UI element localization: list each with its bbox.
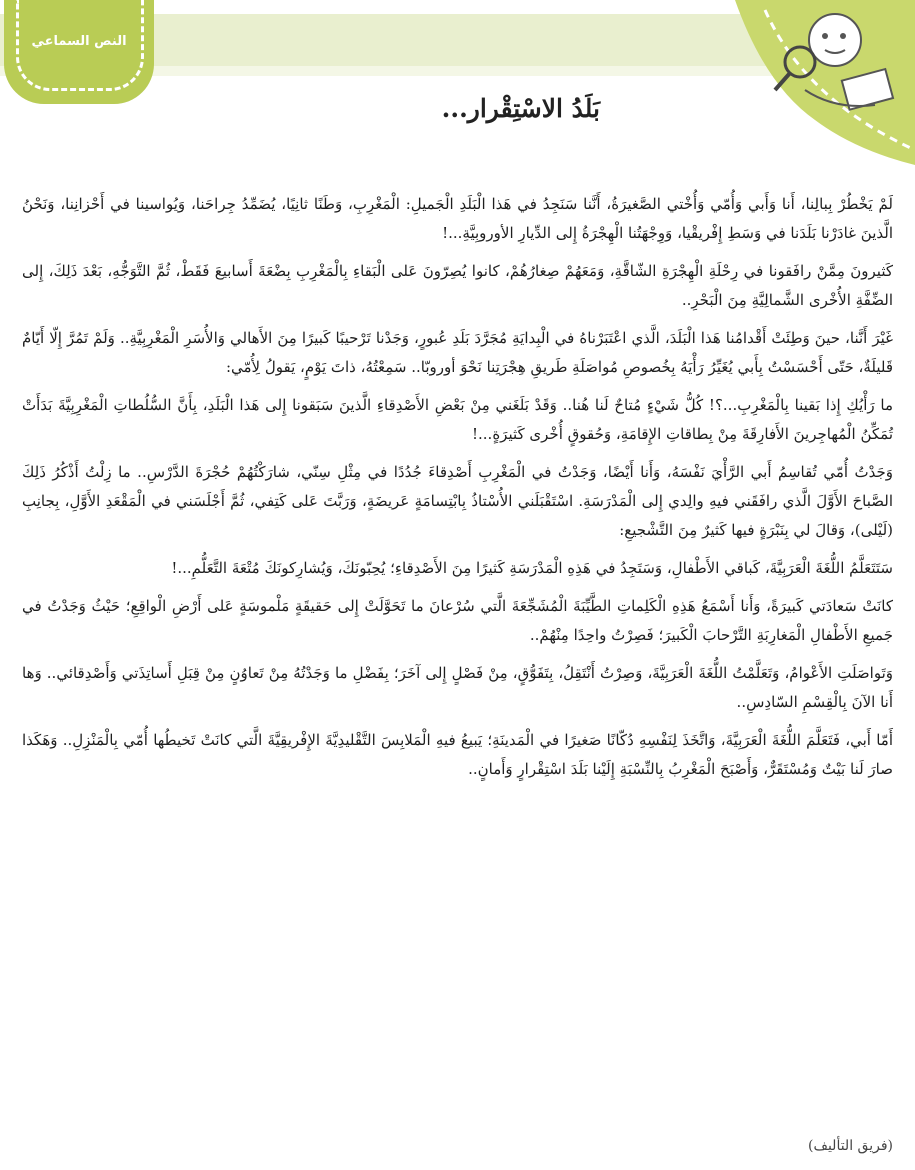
paragraph: لَمْ يَخْطُرْ بِبالِنا، أَنا وَأَبي وَأُمّي وَأُخْتي الصَّغيرَةُ، أَنَّنا سَنَجِدُ في هَذا الْبَلَدِ الْجَميلِ: الْمَغْرِبِ، وَطَنًا ثانِيًا، يُضَمِّدُ جِراحَنا، وَيُواسينا في أَحْزانِنا، وَنَحْنُ الَّذينَ غادَرْنا بَلَدَنا في وَسَطِ إِفْريقْيا، وَوِجْهَتُنا الْهِجْرَةُ إِلى الدِّيارِ الأوروبِيَّةِ...! (22, 195, 893, 242)
paragraph: سَتَتَعَلَّمُ اللُّغَةَ الْعَرَبِيَّةَ، كَباقي الأَطْفالِ، وَسَتَجِدُ في هَذِهِ الْمَدْرَسَةِ كَثيرًا مِنَ الأَصْدِقاءِ؛ يُحِبّونَكَ، وَيُشارِكونَكَ مُتْعَةَ التَّعَلُّمِ...! (171, 559, 893, 577)
paragraph: وَتَواصَلَتِ الأَعْوامُ، وَتَعَلَّمْتُ اللُّغَةَ الْعَرَبِيَّةَ، وَصِرْتُ أَنْتَقِلُ، بِتَفَوُّقٍ، مِنْ فَصْلٍ إِلى آخَرَ؛ بِفَضْلِ ما وَجَدْتُهُ مِنْ تَعاوُنٍ مِنْ قِبَلِ أَساتِذَتي وَأَصْدِقائي.. وَها أَنا الآنَ بِالْقِسْمِ السّادِسِ.. (22, 664, 893, 711)
paragraph: كانَتْ سَعادَتي كَبيرَةً، وَأَنا أَسْمَعُ هَذِهِ الْكَلِماتِ الطَّيِّبَةَ الْمُشَجِّعَةَ الَّتي سُرْعانَ ما تَحَوَّلَتْ إِلى حَقيقَةٍ مَلْموسَةٍ عَلى أَرْضِ الْواقِعِ؛ حَيْثُ وَجَدْتُ في جَميعِ الأَطْفالِ الْمَغارِبَةِ التَّرْحابَ الْكَبيرَ؛ فَصِرْتُ واحِدًا مِنْهُمْ.. (22, 597, 893, 644)
badge-label: النص السماعي (31, 34, 127, 49)
paragraph: وَجَدْتُ أُمّي تُقاسِمُ أَبي الرَّأْيَ نَفْسَهُ، وَأَنا أَيْضًا، وَجَدْتُ في الْمَغْرِبِ أَصْدِقاءَ جُدُدًا في مِثْلِ سِنّي، شارَكْتُهُمْ حُجْرَةَ الدَّرْسِ.. ما زِلْتُ أَذْكُرُ ذَلِكَ الصَّباحَ الأَوَّلَ الَّذي رافَقَني فيهِ والِدي إِلى الْمَدْرَسَةِ. اسْتَقْبَلَني الأُسْتاذُ بِابْتِسامَةٍ عَريضَةٍ، وَرَبَّتَ عَلى كَتِفي، ثُمَّ أَجْلَسَني في الْمَقْعَدِ الأَوَّلِ، بِجانِبِ (لَيْلى)، وَقالَ لي بِنَبْرَةٍ فيها كَثيرٌ مِنَ التَّشْجيعِ: (22, 463, 893, 539)
paragraph: أَمّا أَبي، فَتَعَلَّمَ اللُّغَةَ الْعَرَبِيَّةَ، وَاتَّخَذَ لِنَفْسِهِ دُكّانًا صَغيرًا في الْمَدينَةِ؛ يَبيعُ فيهِ الْمَلابِسَ التَّقْليدِيَّةَ الإِفْريقِيَّةَ الَّتي كانَتْ تَخيطُها أُمّي بِالْمَنْزِلِ.. وَهَكَذا صارَ لَنا بَيْتٌ وَمُسْتَقَرٌّ، وَأَصْبَحَ الْمَغْرِبُ بِالنِّسْبَةِ إِلَيْنا بَلَدَ اسْتِقْرارٍ وَأَمانٍ.. (22, 731, 893, 778)
author-credit: (فريق التأليف) (808, 1138, 893, 1154)
paragraph: كَثيرونَ مِمَّنْ رافَقونا في رِحْلَةِ الْهِجْرَةِ الشّاقَّةِ، وَمَعَهُمْ صِغارُهُمْ، كانوا يُصِرّونَ عَلى الْبَقاءِ بِالْمَغْرِبِ بِضْعَةَ أَسابيعَ فَقَطْ، ثُمَّ التَّوَجُّهِ، بَعْدَ ذَلِكَ، إِلى الضِّفَّةِ الأُخْرى الشَّمالِيَّةِ مِنَ الْبَحْرِ.. (22, 262, 893, 309)
section-badge (4, 0, 154, 104)
page-title: بَلَدُ الاسْتِقْرار... (441, 94, 600, 123)
paragraph: غَيْرَ أَنَّنا، حينَ وَطِئَتْ أَقْدامُنا هَذا الْبَلَدَ، الَّذي اعْتَبَرْناهُ في الْبِدايَةِ مُجَرَّدَ بَلَدِ عُبورٍ، وَجَدْنا تَرْحيبًا كَبيرًا مِنَ الأَهالي وَالأُسَرِ الْمَغْرِبِيَّةِ.. وَلَمْ تَمُرَّ إِلّا أَيّامٌ قَليلَةٌ، حَتّى أَحْسَسْتُ بِأَبي يُغَيِّرُ رَأْيَهُ بِخُصوصِ مُواصَلَةِ طَريقِ هِجْرَتِنا نَحْوَ أوروبّا.. سَمِعْتُهُ، ذاتَ يَوْمٍ، يَقولُ لِأُمّي: (22, 329, 893, 376)
reading-child-illustration-icon (705, 0, 915, 165)
paragraph: ما رَأْيُكِ إِذا بَقينا بِالْمَغْرِبِ...؟! كُلُّ شَيْءٍ مُتاحٌ لَنا هُنا.. وَقَدْ بَلَغَني مِنْ بَعْضِ الأَصْدِقاءِ الَّذينَ سَبَقونا إِلى هَذا الْبَلَدِ، بِأَنَّ السُّلُطاتِ الْمَغْرِبِيَّةَ بَدَأَتْ تُمَكِّنُ الْمُهاجِرينَ الأَفارِقَةَ مِنْ بِطاقاتِ الإِقامَةِ، وَحُقوقٍ أُخْرى كَثيرَةٍ...! (22, 396, 893, 443)
story-text (22, 190, 893, 793)
